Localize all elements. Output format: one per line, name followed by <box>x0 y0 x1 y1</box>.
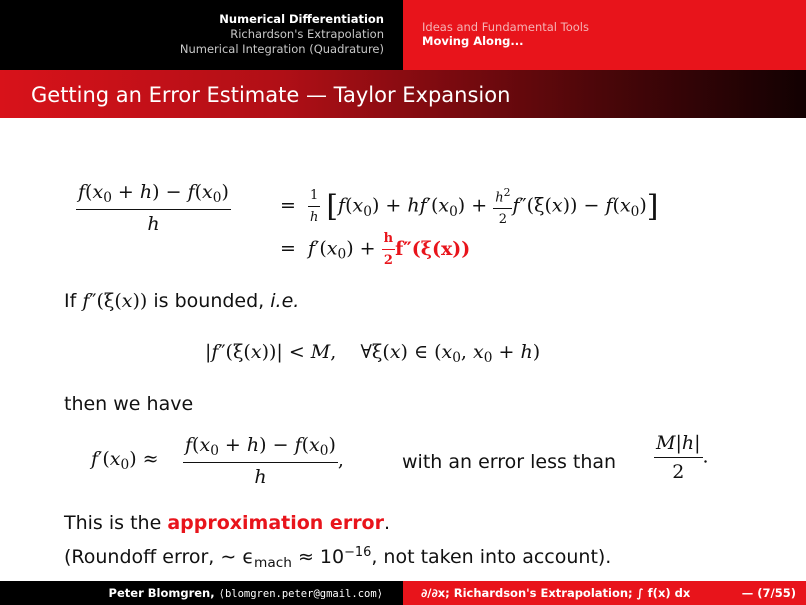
nav-section-richardson[interactable]: Richardson's Extrapolation <box>230 27 384 41</box>
approximation-error-sentence: This is the approximation error. <box>64 512 391 534</box>
footer-author: Peter Blomgren, ⟨blomgren.peter@gmail.com⟩ <box>108 586 383 600</box>
derivative-approximation: $f'(x_0)$ ≈ <box>91 448 159 474</box>
roundoff-error-sentence: (Roundoff error, ∼ $\epsilon_{mach} \approx 10^{-16}$, not taken into account). <box>64 545 612 572</box>
equation-line-1: = $\frac{1}{h}$ [$f(x_0) + hf'(x_0)$ + $\frac{h^2}{2}$ $f''(\xi(x)) - f(x_0)$] <box>280 186 659 228</box>
frame-title-bar <box>0 70 806 118</box>
then-we-have-text: then we have <box>64 393 194 415</box>
approximation-fraction: $\frac{f(x_0 + h) - f(x_0)}{h}$ , <box>185 434 344 489</box>
footer-email: ⟨blomgren.peter@gmail.com⟩ <box>218 588 383 600</box>
if-bounded-text: If f″(ξ(x)) is bounded, i.e. <box>64 290 300 312</box>
nav-section-quadrature[interactable]: Numerical Integration (Quadrature) <box>179 42 384 56</box>
error-bound-text: with an error less than <box>402 451 617 473</box>
footer-short-title: ∂/∂x; Richardson's Extrapolation; ∫ f(x) dx <box>421 586 691 600</box>
highlighted-error-term: $\frac{h}{2}$ f″(ξ(x)) <box>383 231 471 268</box>
approximation-error-term: approximation error <box>167 512 384 534</box>
footer-page-number: — (7/55) <box>741 586 796 600</box>
section-navigation <box>0 0 403 70</box>
footer-title-bar <box>403 581 806 605</box>
error-bound-fraction: $\frac{M|h|}{2}$ . <box>656 432 709 483</box>
nav-subsection-ideas[interactable]: Ideas and Fundamental Tools <box>422 20 589 34</box>
equation-line-2: = $f'(x_0)$ + $\frac{h}{2}$ f″(ξ(x)) <box>280 231 471 268</box>
nav-section-numerical-differentiation[interactable]: Numerical Differentiation <box>219 12 384 26</box>
subsection-navigation <box>403 0 806 70</box>
footer-author-bar <box>0 581 403 605</box>
bound-inequality: |f″(ξ(x))| < M, ∀ξ(x) ∈ ($x_0$, $x_0 + h$) <box>205 341 541 367</box>
nav-subsection-moving-along[interactable]: Moving Along... <box>422 34 524 48</box>
difference-quotient-fraction: $\frac{f(x_0 + h) - f(x_0)}{h}$ <box>78 181 229 236</box>
frame-title: Getting an Error Estimate — Taylor Expansion <box>31 83 511 107</box>
